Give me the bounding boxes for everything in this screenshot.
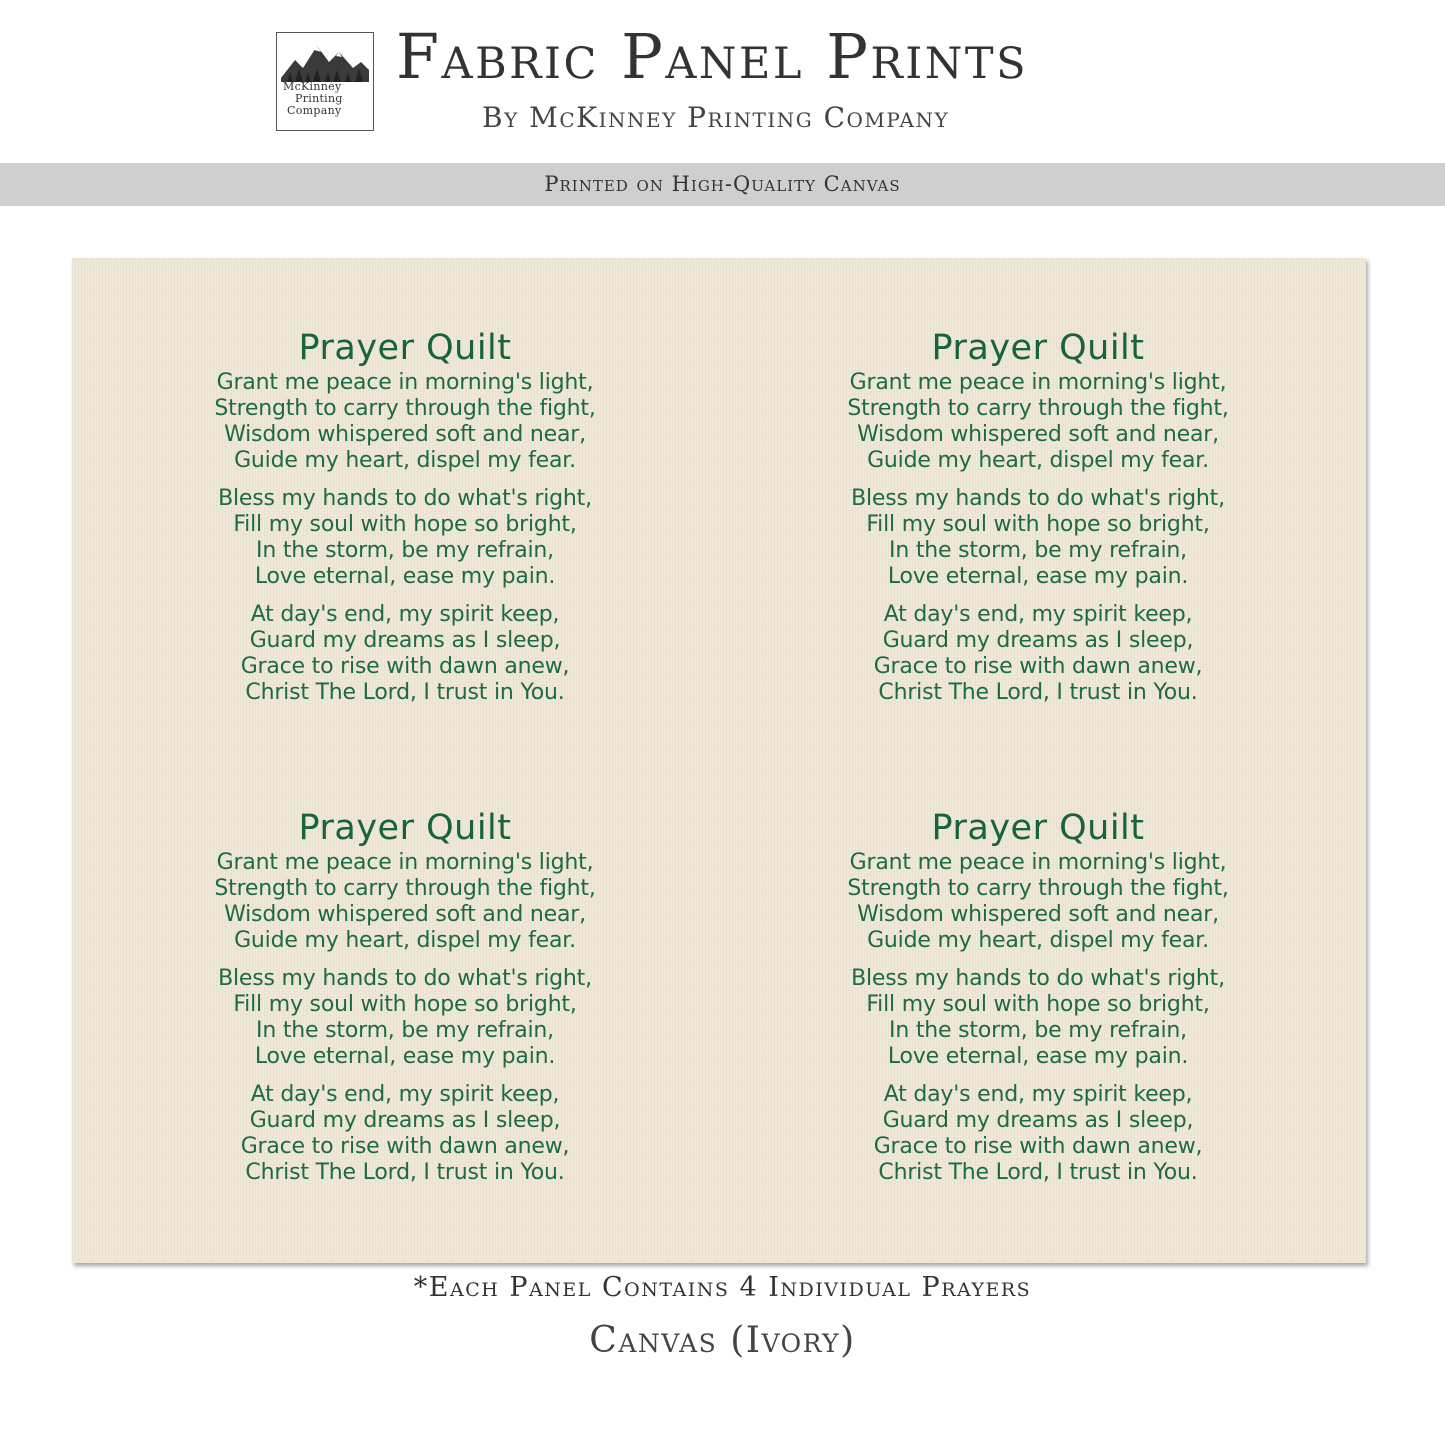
- prayer-line: Fill my soul with hope so bright,: [233, 992, 577, 1017]
- prayer-line: Guard my dreams as I sleep,: [249, 1108, 561, 1133]
- panel-footnote: *Each Panel Contains 4 Individual Prayers: [413, 1272, 1032, 1303]
- prayer-stanza: [778, 1082, 1298, 1186]
- prayer-line: Love eternal, ease my pain.: [887, 1044, 1189, 1069]
- prayer-block: [778, 806, 1298, 1186]
- prayer-line: Grace to rise with dawn anew,: [873, 1134, 1203, 1159]
- prayer-line: Christ The Lord, I trust in You.: [245, 1160, 565, 1185]
- header: [0, 0, 1445, 160]
- prayer-line: Grace to rise with dawn anew,: [240, 654, 570, 679]
- prayer-line: Guide my heart, dispel my fear.: [234, 448, 576, 473]
- prayer-stanza: [778, 966, 1298, 1070]
- prayer-line: Wisdom whispered soft and near,: [224, 422, 586, 447]
- company-logo: [276, 32, 374, 131]
- prayer-line: Grant me peace in morning's light,: [849, 850, 1227, 875]
- prayer-line: Grant me peace in morning's light,: [849, 370, 1227, 395]
- prayer-line: Grace to rise with dawn anew,: [873, 654, 1203, 679]
- prayer-line: Guide my heart, dispel my fear.: [234, 928, 576, 953]
- prayer-line: At day's end, my spirit keep,: [250, 602, 560, 627]
- logo-line: Company: [287, 104, 342, 117]
- prayer-stanza: [145, 486, 665, 590]
- page-title: Fabric Panel Prints: [396, 20, 1029, 93]
- prayer-title: Prayer Quilt: [298, 808, 512, 848]
- prayer-line: Love eternal, ease my pain.: [254, 1044, 556, 1069]
- prayer-line: Love eternal, ease my pain.: [887, 564, 1189, 589]
- prayer-title: Prayer Quilt: [931, 328, 1145, 368]
- prayer-line: Grant me peace in morning's light,: [216, 850, 594, 875]
- prayer-line: In the storm, be my refrain,: [889, 538, 1187, 563]
- prayer-stanza: [145, 966, 665, 1070]
- prayer-stanza: [778, 850, 1298, 954]
- prayer-line: Strength to carry through the fight,: [847, 876, 1229, 901]
- prayer-line: Strength to carry through the fight,: [214, 876, 596, 901]
- prayer-line: Guide my heart, dispel my fear.: [867, 448, 1209, 473]
- prayer-line: Guard my dreams as I sleep,: [249, 628, 561, 653]
- prayer-line: At day's end, my spirit keep,: [250, 1082, 560, 1107]
- prayer-line: Fill my soul with hope so bright,: [866, 512, 1210, 537]
- prayer-stanza: [145, 602, 665, 706]
- prayer-line: Guard my dreams as I sleep,: [882, 628, 1194, 653]
- prayer-line: Christ The Lord, I trust in You.: [878, 680, 1198, 705]
- prayer-line: Grace to rise with dawn anew,: [240, 1134, 570, 1159]
- prayer-line: Bless my hands to do what's right,: [218, 966, 592, 991]
- prayer-line: Grant me peace in morning's light,: [216, 370, 594, 395]
- prayer-line: Guard my dreams as I sleep,: [882, 1108, 1194, 1133]
- prayer-stanza: [778, 370, 1298, 474]
- prayer-line: Bless my hands to do what's right,: [851, 966, 1225, 991]
- prayer-line: Strength to carry through the fight,: [847, 396, 1229, 421]
- prayer-line: Guide my heart, dispel my fear.: [867, 928, 1209, 953]
- prayer-line: Wisdom whispered soft and near,: [857, 422, 1219, 447]
- prayer-line: Love eternal, ease my pain.: [254, 564, 556, 589]
- prayer-line: In the storm, be my refrain,: [256, 538, 554, 563]
- logo-line: Printing: [295, 92, 343, 105]
- fabric-panel-preview: [72, 258, 1366, 1263]
- prayer-block: [145, 806, 665, 1186]
- prayer-stanza: [778, 486, 1298, 590]
- logo-line: McKinney: [283, 80, 342, 93]
- prayer-line: Wisdom whispered soft and near,: [857, 902, 1219, 927]
- prayer-line: At day's end, my spirit keep,: [883, 602, 1193, 627]
- prayer-line: In the storm, be my refrain,: [889, 1018, 1187, 1043]
- prayer-block: [778, 326, 1298, 706]
- prayer-line: Strength to carry through the fight,: [214, 396, 596, 421]
- logo-wordmark: [283, 81, 369, 117]
- info-banner: Printed on High-Quality Canvas: [0, 163, 1445, 206]
- prayer-line: Fill my soul with hope so bright,: [866, 992, 1210, 1017]
- prayer-stanza: [778, 602, 1298, 706]
- prayer-line: At day's end, my spirit keep,: [883, 1082, 1193, 1107]
- prayer-title: Prayer Quilt: [931, 808, 1145, 848]
- prayer-line: Christ The Lord, I trust in You.: [245, 680, 565, 705]
- prayer-title: Prayer Quilt: [298, 328, 512, 368]
- prayer-stanza: [145, 370, 665, 474]
- prayer-stanza: [145, 1082, 665, 1186]
- prayer-line: Christ The Lord, I trust in You.: [878, 1160, 1198, 1185]
- prayer-line: Fill my soul with hope so bright,: [233, 512, 577, 537]
- prayer-line: Wisdom whispered soft and near,: [224, 902, 586, 927]
- prayer-line: Bless my hands to do what's right,: [851, 486, 1225, 511]
- prayer-line: Bless my hands to do what's right,: [218, 486, 592, 511]
- prayer-block: [145, 326, 665, 706]
- material-label: Canvas (Ivory): [589, 1320, 856, 1361]
- page-subtitle: By McKinney Printing Company: [482, 101, 950, 134]
- prayer-stanza: [145, 850, 665, 954]
- mountain-icon: [281, 38, 369, 82]
- prayer-line: In the storm, be my refrain,: [256, 1018, 554, 1043]
